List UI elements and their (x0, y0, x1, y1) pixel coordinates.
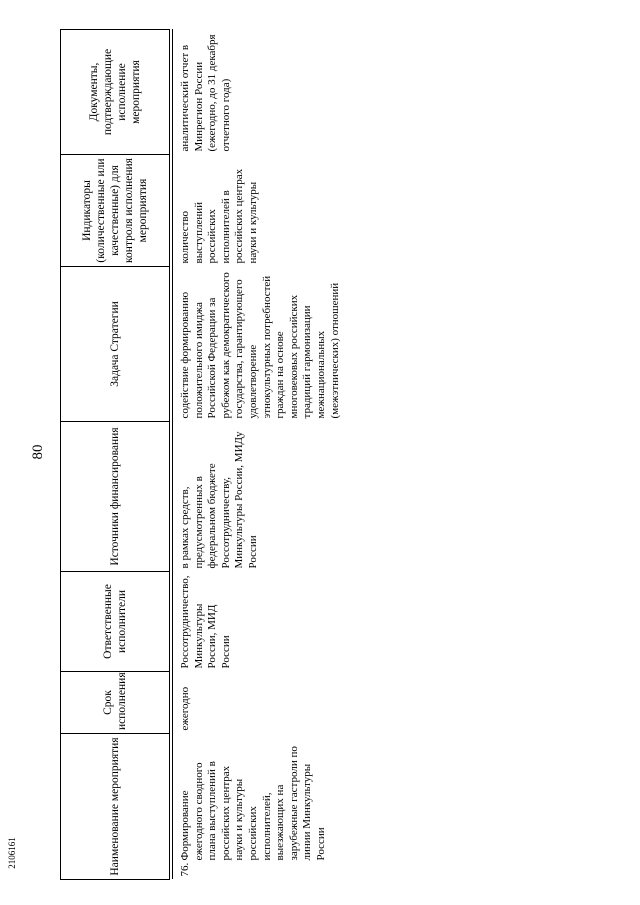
row-name-text: Формирование ежегодного сводного плана выступлений в российских центрах науки и культуры российских исполнителей, выезжающих на зарубежные гастроли по линии Минкультуры России (179, 746, 327, 861)
measures-table (60, 29, 599, 880)
rotated-table-container (60, 30, 595, 880)
header-task: Задача Стратегии (61, 267, 170, 422)
cell-executors: Россотрудничество, Минкультуры России, МИД России (179, 575, 232, 669)
table-header-row (61, 30, 170, 880)
page-number: 80 (30, 444, 46, 460)
header-documents: Документы, подтверждающие исполнение мероприятия (61, 30, 170, 155)
header-financing: Источники финансирования (61, 422, 170, 572)
cell-documents: аналитический отчет в Минрегион России (ежегодно, до 31 декабря отчетного года) (179, 34, 232, 152)
cell-financing: в рамках средств, предусмотренных в федеральном бюджете Россотрудничеству, Минкультуры России, МИДу России (179, 431, 259, 569)
header-indicators: Индикаторы (количественные или качественные) для контроля исполнения мероприятия (61, 155, 170, 267)
cell-name (173, 734, 600, 880)
row-number: 76. (179, 862, 191, 877)
document-id: 2106161 (7, 837, 17, 869)
header-term: Срок исполнения (61, 672, 170, 734)
header-executors: Ответственные исполнители (61, 572, 170, 672)
cell-term: ежегодно (179, 686, 191, 731)
table-row (173, 30, 600, 880)
cell-task: содействие формированию положительного имиджа Российской Федерации за рубежом как демократического государства, гарантирующего удовлетворение этнокультурных потребностей граждан на основе многовековых российских традиций гармонизации межнациональных (межэтнических) отношений (179, 272, 341, 419)
header-name: Наименование мероприятия (61, 734, 170, 880)
cell-indicators: количество выступлений российских исполнителей в российских центрах науки и культуры (179, 168, 259, 264)
